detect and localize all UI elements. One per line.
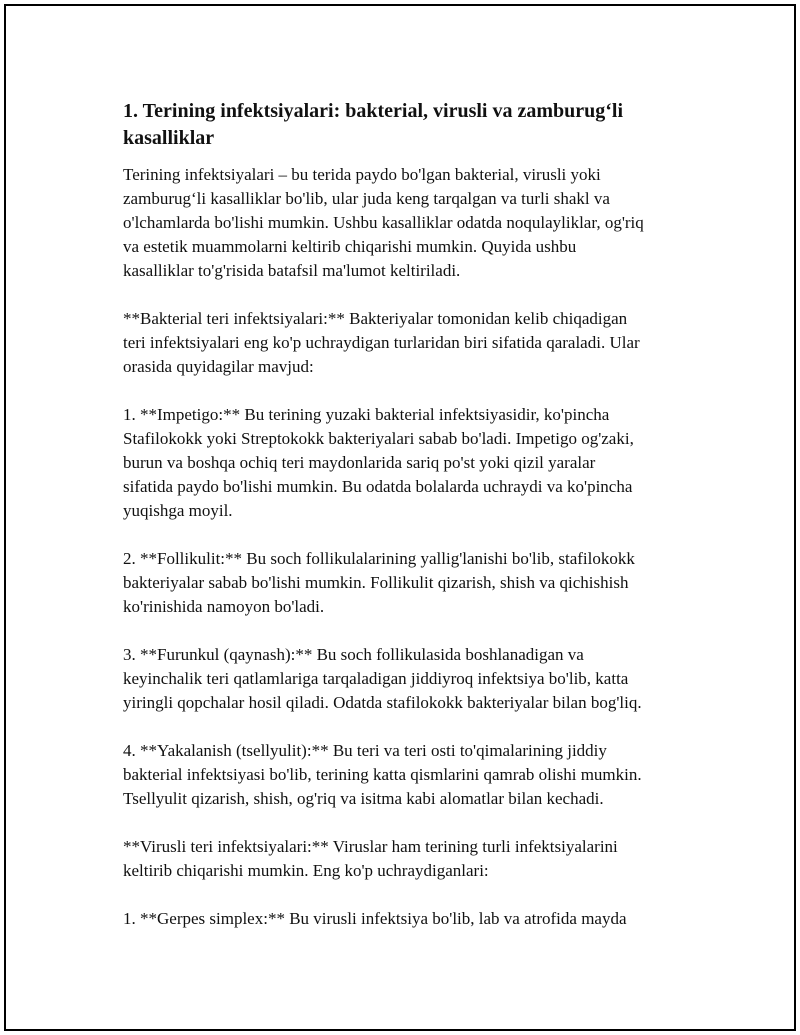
text-line: teri infektsiyalari eng ko'p uchraydigan turlaridan biri sifatida qaraladi. Ular (123, 333, 640, 352)
text-line: Tsellyulit qizarish, shish, og'riq va isitma kabi alomatlar bilan kechadi. (123, 789, 604, 808)
text-line: bakterial infektsiyasi bo'lib, terining katta qismlarini qamrab olishi mumkin. (123, 765, 642, 784)
text-line: burun va boshqa ochiq teri maydonlarida sariq po'st yoki qizil yaralar (123, 453, 596, 472)
text-line: 4. **Yakalanish (tsellyulit):** Bu teri va teri osti to'qimalarining jiddiy (123, 741, 607, 760)
text-line: yuqishga moyil. (123, 501, 233, 520)
text-line: 1. **Gerpes simplex:** Bu virusli infektsiya bo'lib, lab va atrofida mayda (123, 909, 627, 928)
paragraph (123, 547, 703, 619)
text-line: bakteriyalar sabab bo'lishi mumkin. Follikulit qizarish, shish va qichishish (123, 573, 629, 592)
paragraph (123, 907, 703, 931)
text-line: orasida quyidagilar mavjud: (123, 357, 314, 376)
text-line: Terining infektsiyalari – bu terida paydo bo'lgan bakterial, virusli yoki (123, 165, 601, 184)
paragraph (123, 307, 703, 379)
text-line: zamburug‘li kasalliklar bo'lib, ular juda keng tarqalgan va turli shakl va (123, 189, 610, 208)
text-line: sifatida paydo bo'lishi mumkin. Bu odatda bolalarda uchraydi va ko'pincha (123, 477, 633, 496)
text-line: Stafilokokk yoki Streptokokk bakteriyalari sabab bo'ladi. Impetigo og'zaki, (123, 429, 634, 448)
text-line: 2. **Follikulit:** Bu soch follikulalarining yallig'lanishi bo'lib, stafilokokk (123, 549, 635, 568)
text-line: keltirib chiqarishi mumkin. Eng ko'p uchraydiganlari: (123, 861, 489, 880)
document-title: 1. Terining infektsiyalari: bakterial, virusli va zamburug‘li kasalliklar (123, 100, 624, 149)
paragraph-list (123, 163, 703, 931)
text-line: va estetik muammolarni keltirib chiqarishi mumkin. Quyida ushbu (123, 237, 577, 256)
paragraph (123, 739, 703, 811)
text-line: o'lchamlarda bo'lishi mumkin. Ushbu kasalliklar odatda noqulayliklar, og'riq (123, 213, 644, 232)
text-line: kasalliklar to'g'risida batafsil ma'lumot keltiriladi. (123, 261, 461, 280)
text-line: ko'rinishida namoyon bo'ladi. (123, 597, 325, 616)
page-frame (4, 4, 796, 1031)
text-line: **Bakterial teri infektsiyalari:** Bakteriyalar tomonidan kelib chiqadigan (123, 309, 628, 328)
paragraph (123, 163, 703, 283)
text-line: **Virusli teri infektsiyalari:** Viruslar ham terining turli infektsiyalarini (123, 837, 618, 856)
text-line: 3. **Furunkul (qaynash):** Bu soch follikulasida boshlanadigan va (123, 645, 584, 664)
document-body (123, 98, 703, 955)
text-line: keyinchalik teri qatlamlariga tarqaladigan jiddiyroq infektsiya bo'lib, katta (123, 669, 629, 688)
paragraph (123, 403, 703, 523)
text-line: yiringli qopchalar hosil qiladi. Odatda stafilokokk bakteriyalar bilan bog'liq. (123, 693, 642, 712)
paragraph (123, 643, 703, 715)
text-line: 1. **Impetigo:** Bu terining yuzaki bakterial infektsiyasidir, ko'pincha (123, 405, 610, 424)
paragraph (123, 835, 703, 883)
